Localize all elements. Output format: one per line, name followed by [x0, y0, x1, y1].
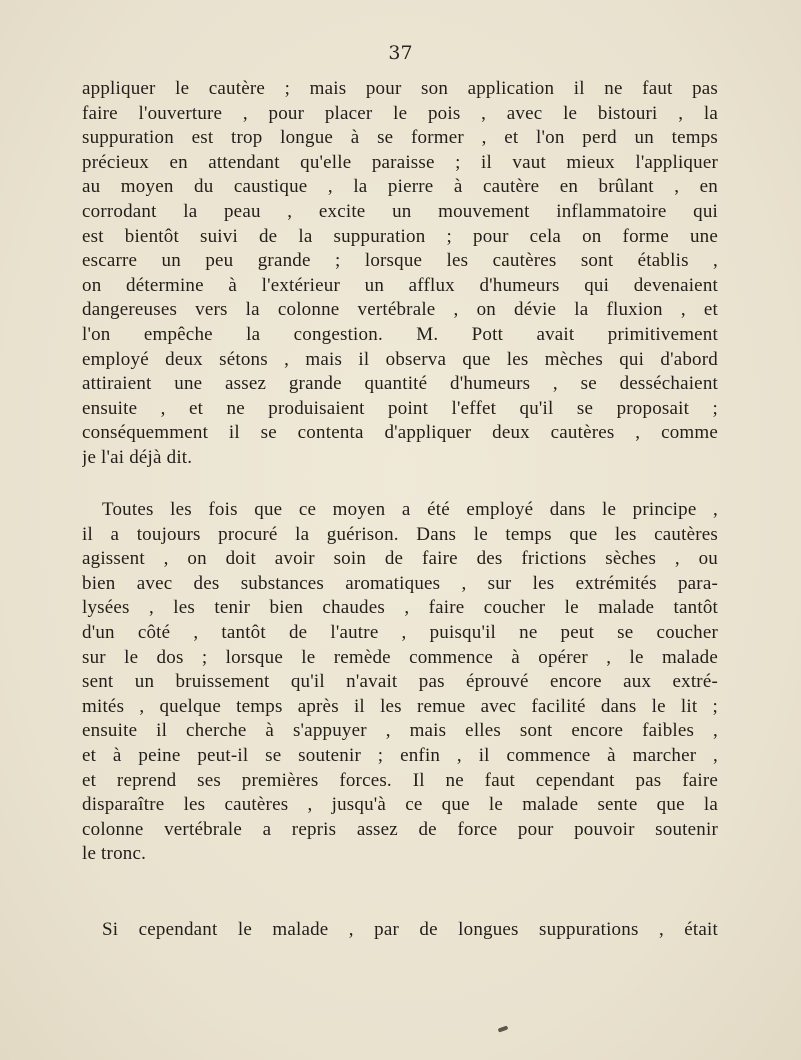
text-line: bien avec des substances aromatiques , sur les extrémités para-	[82, 572, 718, 594]
text-line: sur le dos ; lorsque le remède commence à opérer , le malade	[82, 646, 718, 668]
text-line: lysées , les tenir bien chaudes , faire coucher le malade tantôt	[82, 597, 718, 619]
text-line: attiraient une assez grande quantité d'humeurs , se desséchaient	[82, 373, 718, 395]
text-line: Toutes les fois que ce moyen a été employé dans le principe ,	[102, 499, 718, 520]
text-line: d'un côté , tantôt de l'autre , puisqu'il ne peut se coucher	[82, 621, 718, 643]
page-number: 37	[388, 42, 413, 64]
text-line: employé deux sétons , mais il observa que les mèches qui d'abord	[82, 348, 718, 370]
text-line: mités , quelque temps après il les remue avec facilité dans le lit ;	[82, 695, 718, 717]
text-line: disparaître les cautères , jusqu'à ce que le malade sente que la	[82, 794, 718, 816]
text-line: sent un bruissement qu'il n'avait pas éprouvé encore aux extré-	[82, 671, 718, 693]
text-line: ensuite il cherche à s'appuyer , mais elles sont encore faibles ,	[82, 720, 718, 742]
text-line: il a toujours procuré la guérison. Dans le temps que les cautères	[82, 523, 718, 545]
text-line: et reprend ses premières forces. Il ne faut cependant pas faire	[82, 769, 718, 791]
text-line: le tronc.	[82, 843, 147, 865]
paragraph-3	[82, 918, 718, 943]
paragraph-2	[82, 498, 718, 867]
text-line: Si cependant le malade , par de longues suppurations , était	[102, 919, 718, 940]
text-line: agissent , on doit avoir soin de faire des frictions sèches , ou	[82, 548, 718, 570]
text-line: conséquemment il se contenta d'appliquer deux cautères , comme	[82, 422, 718, 444]
text-line: je l'ai déjà dit.	[82, 446, 193, 468]
text-line: escarre un peu grande ; lorsque les cautères sont établis ,	[82, 250, 718, 272]
ink-smudge	[498, 1025, 509, 1032]
text-line: faire l'ouverture , pour placer le pois , avec le bistouri , la	[82, 102, 718, 124]
paragraph-1	[82, 77, 718, 471]
text-line: au moyen du caustique , la pierre à cautère en brûlant , en	[82, 176, 718, 198]
text-line: est bientôt suivi de la suppuration ; pour cela on forme une	[82, 225, 718, 247]
text-line: colonne vertébrale a repris assez de force pour pouvoir soutenir	[82, 818, 718, 840]
text-line: suppuration est trop longue à se former , et l'on perd un temps	[82, 127, 718, 149]
text-line: et à peine peut-il se soutenir ; enfin , il commence à marcher ,	[82, 744, 718, 766]
text-line: corrodant la peau , excite un mouvement inflammatoire qui	[82, 200, 718, 222]
text-line: dangereuses vers la colonne vertébrale , on dévie la fluxion , et	[82, 299, 718, 321]
text-line: précieux en attendant qu'elle paraisse ; il vaut mieux l'appliquer	[82, 151, 718, 173]
text-line: ensuite , et ne produisaient point l'effet qu'il se proposait ;	[82, 397, 718, 419]
text-line: on détermine à l'extérieur un afflux d'humeurs qui devenaient	[82, 274, 718, 296]
text-line: appliquer le cautère ; mais pour son application il ne faut pas	[82, 78, 718, 99]
text-line: l'on empêche la congestion. M. Pott avait primitivement	[82, 323, 718, 345]
